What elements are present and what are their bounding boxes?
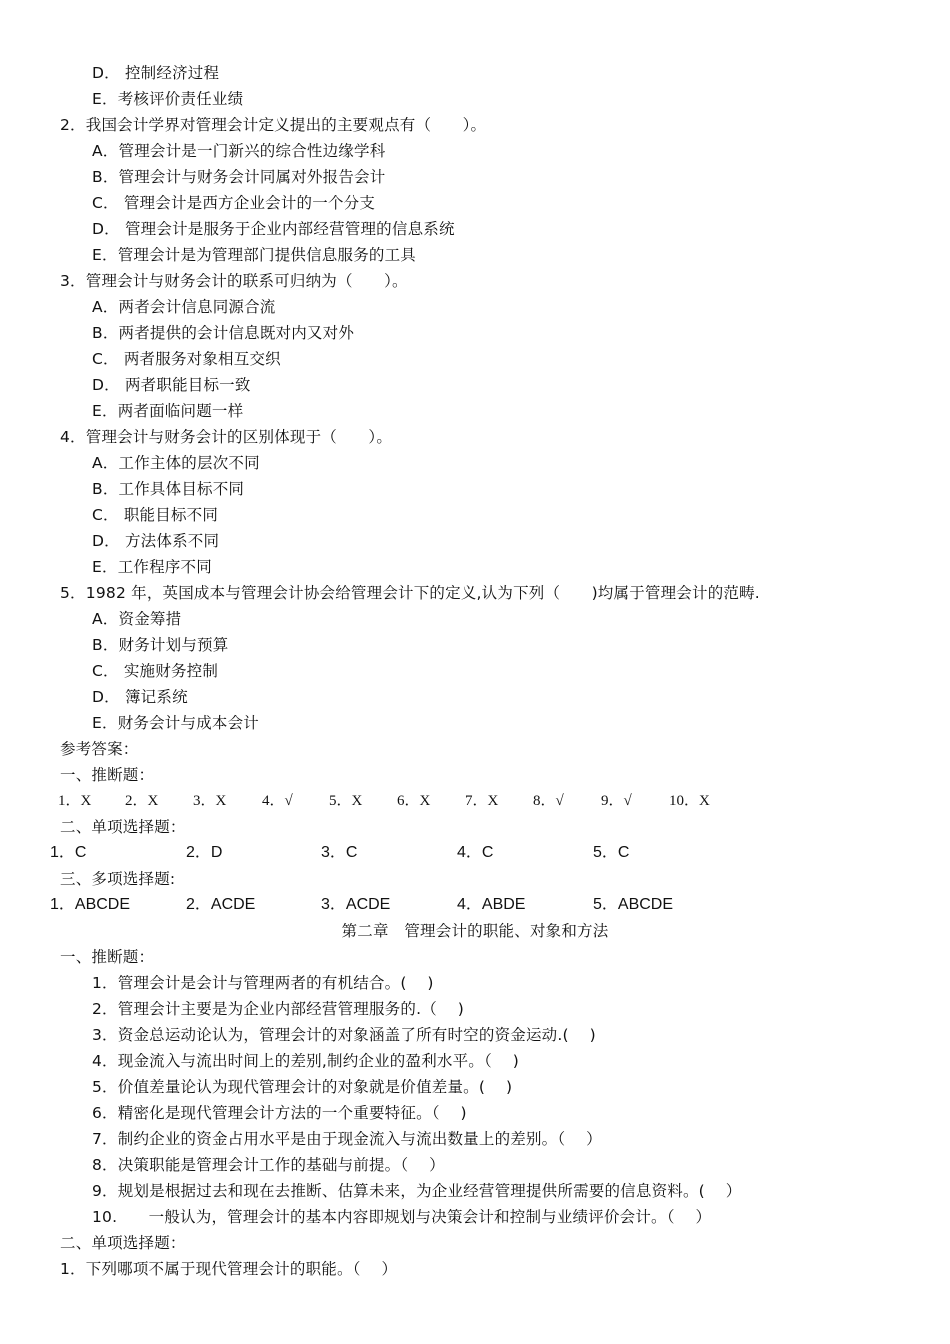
single-answers-heading: 二、单项选择题： bbox=[60, 818, 186, 836]
tf-question: 10. 一般认为，管理会计的基本内容即规划与决策会计和控制与业绩评价会计。（ ） bbox=[92, 1208, 712, 1226]
option-line: E．财务会计与成本会计 bbox=[92, 714, 259, 732]
answers-heading: 参考答案： bbox=[60, 740, 139, 758]
tf-answer: 7．X bbox=[465, 793, 499, 809]
section-heading: 二、单项选择题： bbox=[60, 1234, 186, 1252]
multi-answer: 3．ACDE bbox=[321, 896, 391, 913]
tf-answer: 1．X bbox=[58, 793, 92, 809]
single-answer: 4．C bbox=[457, 844, 494, 861]
tf-question: 5．价值差量论认为现代管理会计的对象就是价值差量。( ) bbox=[92, 1078, 513, 1096]
tf-answer: 9．√ bbox=[601, 793, 632, 809]
multi-answer: 5．ABCDE bbox=[593, 896, 674, 913]
option-line: B．工作具体目标不同 bbox=[92, 480, 245, 498]
option-line: D． 簿记系统 bbox=[92, 688, 188, 706]
single-answer: 2．D bbox=[186, 844, 223, 861]
single-answers-row bbox=[0, 843, 950, 863]
question-stem: 4．管理会计与财务会计的区别体现于（ ）。 bbox=[60, 428, 393, 446]
single-answer: 5．C bbox=[593, 844, 630, 861]
option-line: B．管理会计与财务会计同属对外报告会计 bbox=[92, 168, 386, 186]
option-line: D． 方法体系不同 bbox=[92, 532, 220, 550]
multi-answer: 4．ABDE bbox=[457, 896, 526, 913]
single-answer: 1．C bbox=[50, 844, 87, 861]
option-line: A．两者会计信息同源合流 bbox=[92, 298, 276, 316]
option-line: C． 职能目标不同 bbox=[92, 506, 219, 524]
multi-answer: 1．ABCDE bbox=[50, 896, 131, 913]
section-heading: 一、推断题： bbox=[60, 948, 155, 966]
tf-question: 6．精密化是现代管理会计方法的一个重要特征。（ ) bbox=[92, 1104, 467, 1122]
option-line: D． 管理会计是服务于企业内部经营管理的信息系统 bbox=[92, 220, 455, 238]
chapter-title: 第二章 管理会计的职能、对象和方法 bbox=[341, 922, 609, 940]
option-line: E．两者面临问题一样 bbox=[92, 402, 244, 420]
tf-question: 4．现金流入与流出时间上的差别,制约企业的盈利水平。（ ) bbox=[92, 1052, 520, 1070]
multi-answers-heading: 三、多项选择题: bbox=[60, 870, 176, 888]
option-line: B．两者提供的会计信息既对内又对外 bbox=[92, 324, 355, 342]
tf-answers-row bbox=[0, 791, 950, 811]
option-line: E．管理会计是为管理部门提供信息服务的工具 bbox=[92, 246, 416, 264]
tf-answer: 4．√ bbox=[262, 793, 293, 809]
tf-answer: 5．X bbox=[329, 793, 363, 809]
tf-answer: 3．X bbox=[193, 793, 227, 809]
option-line: C． 管理会计是西方企业会计的一个分支 bbox=[92, 194, 376, 212]
option-line: B．财务计划与预算 bbox=[92, 636, 229, 654]
option-line: A．工作主体的层次不同 bbox=[92, 454, 260, 472]
option-line: C． 实施财务控制 bbox=[92, 662, 219, 680]
tf-question: 9．规划是根据过去和现在去推断、估算未来，为企业经营管理提供所需要的信息资料。( ） bbox=[92, 1182, 742, 1200]
tf-question: 7．制约企业的资金占用水平是由于现金流入与流出数量上的差别。（ ） bbox=[92, 1130, 602, 1148]
question-stem: 3．管理会计与财务会计的联系可归纳为（ ）。 bbox=[60, 272, 408, 290]
question-stem: 5．1982 年，英国成本与管理会计协会给管理会计下的定义,认为下列（ )均属于管理会计的范畴. bbox=[60, 584, 760, 602]
tf-answer: 6．X bbox=[397, 793, 431, 809]
tf-answer: 2．X bbox=[125, 793, 159, 809]
option-line: E．工作程序不同 bbox=[92, 558, 212, 576]
tf-question: 8．决策职能是管理会计工作的基础与前提。（ ） bbox=[92, 1156, 445, 1174]
tf-answers-heading: 一、推断题： bbox=[60, 766, 155, 784]
option-line: D． 控制经济过程 bbox=[92, 64, 220, 82]
multi-answers-row bbox=[0, 895, 950, 915]
tf-answer: 10．X bbox=[669, 793, 710, 809]
single-answer: 3．C bbox=[321, 844, 358, 861]
tf-question: 1．管理会计是会计与管理两者的有机结合。( ) bbox=[92, 974, 434, 992]
option-line: A．管理会计是一门新兴的综合性边缘学科 bbox=[92, 142, 386, 160]
option-line: D． 两者职能目标一致 bbox=[92, 376, 251, 394]
option-line: C． 两者服务对象相互交织 bbox=[92, 350, 281, 368]
option-line: E．考核评价责任业绩 bbox=[92, 90, 244, 108]
option-line: A．资金筹措 bbox=[92, 610, 182, 628]
tf-answer: 8．√ bbox=[533, 793, 564, 809]
multi-answer: 2．ACDE bbox=[186, 896, 256, 913]
tf-question: 2．管理会计主要是为企业内部经营管理服务的.（ ) bbox=[92, 1000, 464, 1018]
tf-question: 3．资金总运动论认为，管理会计的对象涵盖了所有时空的资金运动.( ) bbox=[92, 1026, 596, 1044]
question-stem: 1．下列哪项不属于现代管理会计的职能。（ ） bbox=[60, 1260, 398, 1278]
question-stem: 2．我国会计学界对管理会计定义提出的主要观点有（ ）。 bbox=[60, 116, 487, 134]
